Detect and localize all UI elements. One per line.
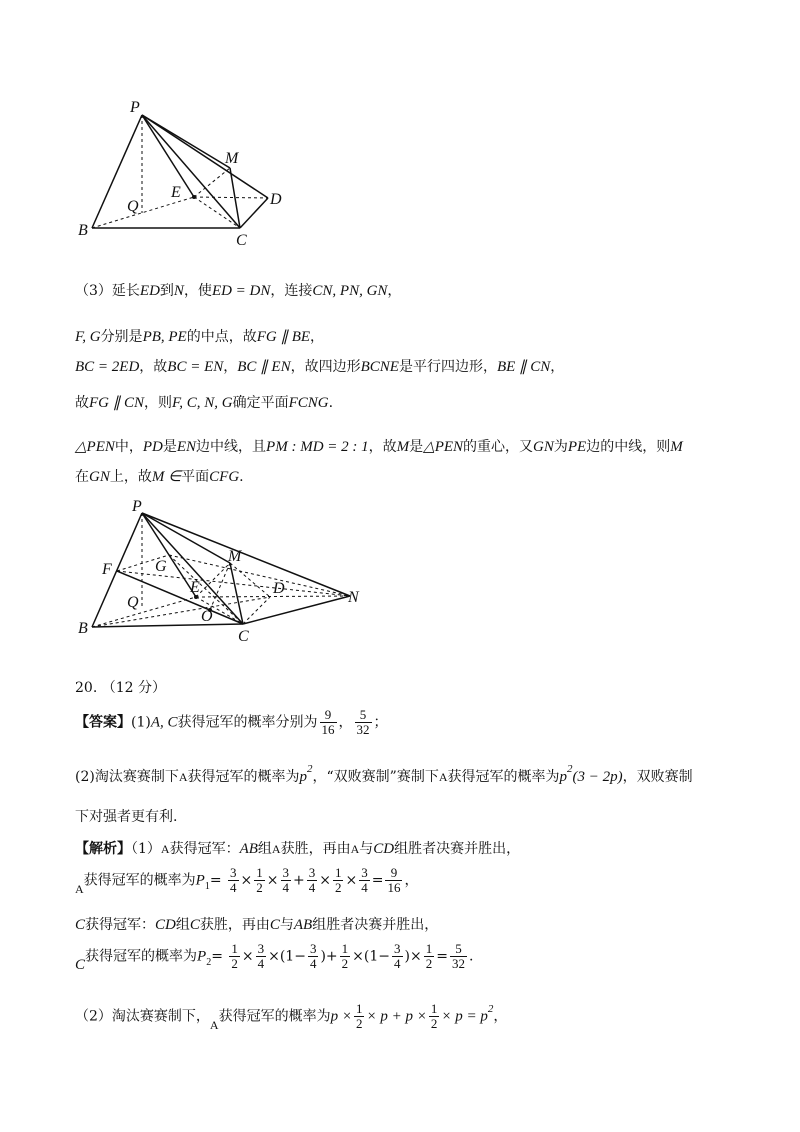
text: ，	[404, 872, 419, 889]
label-M: M	[228, 548, 242, 565]
text: 与	[279, 917, 294, 933]
edge-CN	[243, 596, 350, 624]
label-N: N	[348, 589, 359, 606]
num: 1	[355, 1001, 363, 1016]
frac	[254, 866, 265, 895]
text: .	[239, 469, 244, 485]
answer-line-3	[75, 806, 177, 826]
segment: PE	[567, 439, 587, 455]
expr: × p + p ×	[366, 1008, 427, 1025]
edge-PD	[142, 115, 268, 198]
label-P: P	[132, 498, 142, 515]
text: 获得冠军：	[85, 917, 156, 933]
frac	[281, 866, 292, 895]
text: 在	[75, 469, 89, 485]
label-P: P	[130, 99, 140, 116]
segment: EN	[176, 439, 197, 455]
den: 4	[361, 880, 368, 895]
den: 2	[355, 1016, 363, 1031]
segment-ED: ED	[139, 283, 160, 299]
dash-BE	[92, 597, 196, 627]
text: 20. （12 分）	[75, 680, 166, 696]
solution-line-1	[75, 838, 520, 858]
frac	[359, 866, 370, 895]
label-C: C	[236, 232, 247, 245]
label-D: D	[270, 191, 282, 208]
plane: FCNG	[288, 395, 329, 411]
exponent: 2	[487, 1002, 494, 1015]
text: 获得冠军的概率为	[187, 769, 300, 785]
equation-line-2: C获得冠军的概率为$P_2=$ $\frac{1}{2}$ × $\frac{3}{4}$ ×(1− $\frac{3}{4}$ )+ $\frac{1}{2}$ ×(1− $\frac{3}{4}$ )× $\frac{1}{2}$ = $\frac{5}{32}$ .	[75, 941, 474, 973]
quadrilateral: BCNE	[360, 359, 399, 375]
point-E	[192, 195, 196, 199]
den: 2	[341, 956, 349, 971]
den: 4	[308, 880, 316, 895]
team-A: A	[209, 1017, 219, 1032]
part3-line-3	[75, 356, 564, 376]
frac	[308, 942, 319, 971]
text: 获得冠军的概率为	[447, 769, 560, 785]
frac	[228, 866, 239, 895]
text: 下对强者更有利.	[75, 809, 178, 825]
numerator: 9	[320, 708, 337, 723]
dash-FN	[117, 571, 350, 596]
num: 3	[308, 865, 316, 880]
text: ，则	[144, 395, 173, 411]
edge-BC	[92, 624, 243, 627]
text: ；	[373, 714, 388, 731]
edge-PN	[142, 513, 350, 596]
text: ，故	[368, 439, 397, 455]
equals: =	[211, 948, 223, 965]
text: ，	[550, 359, 565, 375]
num: 3	[394, 941, 401, 956]
triangle: △PEN	[75, 439, 115, 455]
dash-OM	[210, 563, 230, 610]
label-E: E	[190, 579, 200, 596]
text: 组	[175, 917, 190, 933]
team-A: A	[271, 842, 281, 856]
frac	[450, 942, 467, 971]
text: 是	[409, 439, 424, 455]
part3-line-1	[75, 280, 401, 300]
segments: CN, PN, GN	[312, 283, 388, 299]
text: 中，	[114, 439, 143, 455]
text: 获胜，再由	[280, 841, 351, 857]
den: 2	[231, 956, 238, 971]
text: （2）淘汰赛赛制下，	[75, 1008, 210, 1025]
text: 的中点，故	[186, 329, 257, 345]
team-A: A	[438, 770, 448, 784]
parallel: FG ∥ BE	[256, 329, 311, 345]
num: 1	[430, 1001, 438, 1016]
text: 到	[159, 283, 174, 299]
den: 2	[425, 956, 433, 971]
label-D: D	[273, 580, 285, 597]
pyramid-figure-2	[70, 495, 370, 645]
num: 3	[282, 865, 289, 880]
numerator: 5	[355, 708, 372, 723]
equation: BC = 2ED	[75, 359, 140, 375]
num: 3	[257, 941, 265, 956]
num: 1	[231, 941, 238, 956]
text: 分别是	[100, 329, 143, 345]
part3-line-6	[75, 466, 244, 486]
label-F: F	[102, 561, 112, 578]
num: 1	[334, 865, 342, 880]
equation: ED = DN	[211, 283, 271, 299]
text: 确定平面	[232, 395, 289, 411]
num: 1	[256, 865, 263, 880]
answer-line-2	[75, 763, 693, 786]
text: 组	[257, 841, 272, 857]
text: ，	[338, 714, 353, 731]
label-B: B	[78, 222, 88, 239]
text: 的重心，又	[463, 439, 534, 455]
group-CD: CD	[155, 917, 176, 933]
num: 3	[361, 865, 368, 880]
den: 4	[309, 956, 317, 971]
parallel: BE ∥ CN	[496, 359, 551, 375]
pyramid-figure-1	[70, 95, 300, 245]
team-C: C	[269, 917, 280, 933]
var-P: P	[195, 872, 205, 889]
edge-PC	[142, 115, 240, 228]
den: 4	[394, 956, 401, 971]
label-G: G	[155, 558, 167, 575]
fraction-9-16	[320, 708, 337, 737]
text: (2)淘汰赛赛制下	[75, 769, 179, 785]
answer-line-1	[75, 708, 388, 737]
part3-line-2	[75, 326, 324, 346]
text: 故	[75, 395, 89, 411]
ratio: PM : MD = 2 : 1	[266, 439, 369, 455]
den: 4	[230, 880, 237, 895]
dash-BE	[92, 197, 194, 228]
edge-PM	[142, 513, 230, 563]
solution-label: 【解析】	[75, 841, 131, 857]
text: ，	[310, 329, 325, 345]
label-B: B	[78, 620, 88, 637]
team-A: A	[160, 842, 170, 856]
solution-line-c	[75, 914, 438, 934]
text: ，	[387, 283, 402, 299]
exponent: 2	[307, 763, 313, 775]
den: 32	[451, 956, 465, 971]
text: 组胜者决赛并胜出，	[394, 841, 521, 857]
triangle: △PEN	[423, 439, 464, 455]
text: 获得冠军的概率为	[218, 1008, 331, 1025]
team-C: C	[189, 917, 200, 933]
text: .	[328, 395, 334, 411]
num: 5	[450, 942, 467, 957]
frac	[229, 942, 240, 971]
text: 获胜，再由	[199, 917, 270, 933]
text: ，	[493, 1008, 508, 1025]
frac	[385, 866, 402, 895]
point-N: N	[173, 283, 184, 299]
num: 1	[425, 941, 433, 956]
part2-line	[75, 1002, 507, 1031]
num: 3	[230, 865, 237, 880]
membership: M ∈	[151, 469, 182, 485]
label-Q: Q	[127, 594, 139, 611]
edge-CD	[240, 198, 268, 228]
den: 4	[282, 880, 289, 895]
equals: =	[209, 872, 222, 889]
frac-half	[354, 1002, 365, 1031]
text: ，	[223, 359, 238, 375]
den: 2	[256, 880, 263, 895]
num: 1	[341, 941, 349, 956]
text: 为	[553, 439, 568, 455]
label-Q: Q	[127, 198, 139, 215]
point: M	[396, 439, 410, 455]
dash-ED	[194, 197, 268, 198]
den: 16	[387, 880, 401, 895]
text: 是平行四边形，	[398, 359, 497, 375]
team-A: A	[350, 842, 360, 856]
text: ，双败赛制	[622, 769, 693, 785]
segment: GN	[89, 469, 110, 485]
frac	[340, 942, 351, 971]
group-AB: AB	[239, 841, 258, 857]
team-C: C	[75, 917, 86, 933]
text: ，故四边形	[290, 359, 361, 375]
text: 边中线，且	[196, 439, 267, 455]
frac	[333, 866, 344, 895]
subscript: 1	[204, 880, 210, 892]
team-A: A	[75, 881, 84, 896]
num: 9	[385, 866, 402, 881]
group-AB: AB	[293, 917, 313, 933]
parallel: FG ∥ CN	[89, 395, 145, 411]
label-E: E	[171, 184, 181, 201]
text: 获得冠军：	[169, 841, 240, 857]
equation: BC = EN	[167, 359, 224, 375]
text: 获得冠军的概率为	[85, 948, 198, 965]
text: .	[468, 948, 474, 965]
num: 3	[309, 941, 317, 956]
denominator: 32	[356, 722, 370, 737]
denominator: 16	[321, 722, 335, 737]
text: (1)	[131, 714, 151, 731]
text: 平面	[181, 469, 210, 485]
den: 2	[334, 880, 342, 895]
exponent: 2	[567, 763, 573, 775]
frac	[392, 942, 403, 971]
text: ，连接	[270, 283, 313, 299]
expression: (3 − 2p)	[572, 769, 623, 785]
text: （1）	[131, 841, 161, 857]
text: 获得冠军的概率分别为	[177, 714, 318, 731]
group-CD: CD	[373, 841, 395, 857]
dash-EM	[194, 168, 230, 197]
text: 是	[162, 439, 177, 455]
den: 2	[430, 1016, 438, 1031]
text: 边的中线，则	[586, 439, 671, 455]
frac	[307, 866, 318, 895]
part3-line-4	[75, 392, 333, 412]
parallel: BC ∥ EN	[237, 359, 291, 375]
segment: PD	[142, 439, 163, 455]
points: F, G	[75, 329, 101, 345]
text: ，使	[183, 283, 212, 299]
var-p: p	[299, 769, 308, 785]
label-O: O	[201, 608, 213, 625]
question-heading	[75, 677, 166, 697]
fraction-5-32	[355, 708, 372, 737]
frac-half	[429, 1002, 440, 1031]
team-A: A	[178, 770, 188, 784]
team-C: C	[75, 956, 86, 973]
expr: × p = p	[441, 1008, 488, 1025]
text: ，“双败赛制”赛制下	[312, 769, 439, 785]
den: 4	[257, 956, 265, 971]
frac	[424, 942, 435, 971]
var-P: P	[197, 948, 207, 965]
text: 与	[359, 841, 374, 857]
label-C: C	[238, 628, 249, 645]
expr: p ×	[330, 1008, 352, 1025]
subscript: 2	[206, 956, 212, 968]
text: 获得冠军的概率为	[83, 872, 196, 889]
edge-PE	[142, 115, 194, 197]
var-p: p	[559, 769, 568, 785]
part3-line-5	[75, 436, 683, 456]
segments: PB, PE	[142, 329, 187, 345]
text: （3）延长	[75, 283, 140, 299]
segment: GN	[533, 439, 554, 455]
equation-line-1: A获得冠军的概率为$P_1=$ $\frac{3}{4}$ × $\frac{1}{2}$ × $\frac{3}{4}$ + $\frac{3}{4}$ × $\frac{1}{2}$ × $\frac{3}{4}$ = $\frac{9}{16}$ ，	[75, 865, 419, 896]
text: 组胜者决赛并胜出，	[312, 917, 439, 933]
points: F, C, N, G	[172, 395, 233, 411]
text: 上，故	[109, 469, 152, 485]
answer-label: 【答案】	[75, 714, 131, 731]
teams: A, C	[150, 714, 178, 731]
frac	[256, 942, 267, 971]
text: ，故	[139, 359, 168, 375]
label-M: M	[225, 150, 239, 167]
point: M	[670, 439, 683, 455]
plane: CFG	[209, 469, 240, 485]
